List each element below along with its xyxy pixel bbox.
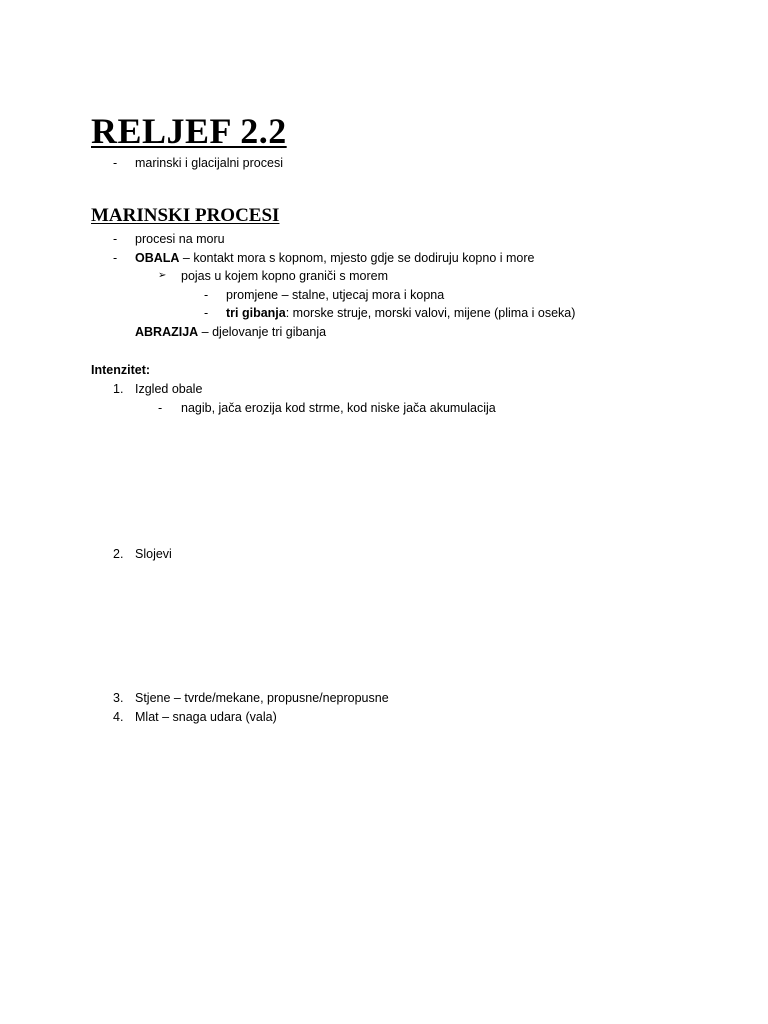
intensity-item-stjene: Stjene – tvrde/mekane, propusne/nepropusne <box>135 691 389 705</box>
intensity-item-slojevi: Slojevi <box>135 547 172 561</box>
page-title: RELJEF 2.2 <box>91 111 287 151</box>
dash-marker: - <box>204 288 209 302</box>
intensity-item-izgled: Izgled obale <box>135 382 203 396</box>
dash-marker: - <box>113 232 118 246</box>
intensity-subitem-nagib: nagib, jača erozija kod strme, kod niske jača akumulacija <box>181 401 496 415</box>
list-number: 2. <box>113 547 124 561</box>
list-item-obala <box>135 250 535 266</box>
abrazija-line <box>135 324 326 340</box>
definition-abrazija: – djelovanje tri gibanja <box>198 325 327 339</box>
list-item-pojas: pojas u kojem kopno graniči s morem <box>181 269 389 283</box>
term-obala: OBALA <box>135 251 180 265</box>
intensity-label: Intenzitet: <box>91 363 151 377</box>
list-item-tri-gibanja <box>226 305 575 321</box>
list-number: 3. <box>113 691 124 705</box>
intensity-item-mlat: Mlat – snaga udara (vala) <box>135 710 277 724</box>
arrow-bullet-icon: ➢ <box>158 270 167 281</box>
list-number: 1. <box>113 382 124 396</box>
dash-marker: - <box>204 306 209 320</box>
dash-marker: - <box>113 251 118 265</box>
list-number: 4. <box>113 710 124 724</box>
section-heading: MARINSKI PROCESI <box>91 205 280 226</box>
dash-marker: - <box>158 401 163 415</box>
list-item-promjene: promjene – stalne, utjecaj mora i kopna <box>226 288 445 302</box>
definition-obala: – kontakt mora s kopnom, mjesto gdje se dodiruju kopno i more <box>179 251 535 265</box>
term-tri-gibanja: tri gibanja <box>226 306 286 320</box>
intro-list-item: marinski i glacijalni procesi <box>135 156 283 170</box>
term-abrazija: ABRAZIJA <box>135 325 199 339</box>
definition-tri-gibanja: : morske struje, morski valovi, mijene (plima i oseka) <box>285 306 576 320</box>
list-item-procesi: procesi na moru <box>135 232 225 246</box>
dash-marker: - <box>113 156 118 170</box>
